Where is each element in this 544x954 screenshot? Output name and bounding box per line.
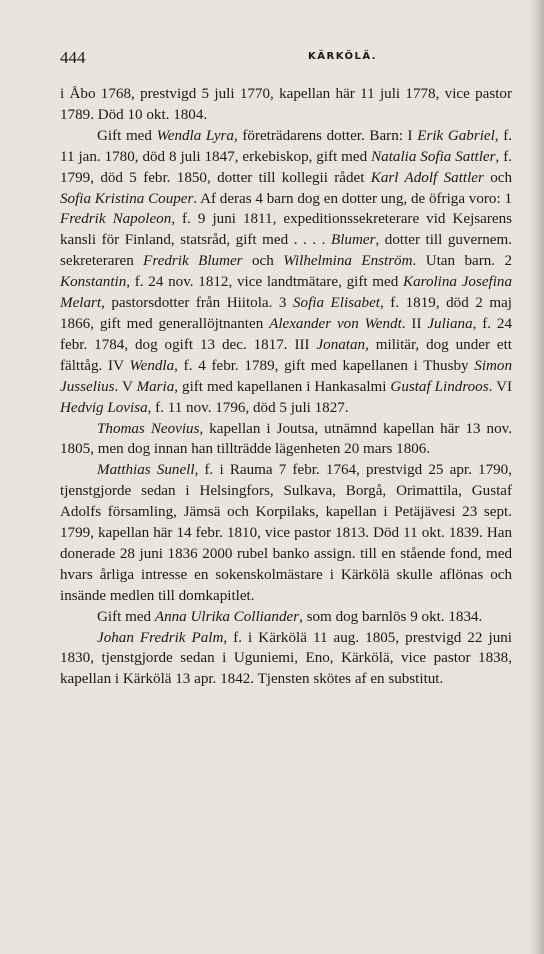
running-title: KÄRKÖLÄ.	[308, 51, 378, 62]
paragraph: Gift med Wendla Lyra, företrädarens dotter. Barn: I Erik Gabriel, f. 11 jan. 1780, död 8 juli 1847, erkebiskop, gift med Natalia Sofia Sattler, f. 1799, död 5 febr. 1850, dotter till kollegii rådet Karl Adolf Sattler och Sofia Kristina Couper. Af deras 4 barn dog en dotter ung, de öfriga voro: 1 Fredrik Napoleon, f. 9 juni 1811, expeditionssekreterare vid Kejsarens kansli för Finland, statsråd, gift med . . . . Blumer, dotter till guvernem. sekreteraren Fredrik Blumer och Wilhelmina Enström. Utan barn. 2 Konstantin, f. 24 nov. 1812, vice landtmätare, gift med Karolina Josefina Melart, pastorsdotter från Hiitola. 3 Sofia Elisabet, f. 1819, död 2 maj 1866, gift med generallöjtnanten Alexander von Wendt. II Juliana, f. 24 febr. 1784, dog ogift 13 dec. 1817. III Jonatan, militär, dog under ett fälttåg. IV Wendla, f. 4 febr. 1789, gift med kapellanen i Thusby Simon Jusselius. V Maria, gift med kapellanen i Hankasalmi Gustaf Lindroos. VI Hedvig Lovisa, f. 11 nov. 1796, död 5 juli 1827.	[60, 127, 513, 416]
body-text	[60, 84, 512, 690]
paragraph: Matthias Sunell, f. i Rauma 7 febr. 1764, prestvigd 25 apr. 1790, tjenstgjorde sedan i Helsingfors, Sulkava, Borgå, Orimattila, Gustaf Adolfs församling, Jämsä och Korpilaks, kapellan i Petäjävesi 23 sept. 1799, kapellan här 14 febr. 1810, vice pastor 1813. Död 11 okt. 1839. Han donerade 28 juni 1836 2000 rubel banko assign. till en stående fond, med hvars årliga intresse en sokenskolmästare i Kärkölä skulle aflönas och insände medlen till domkapitlet.	[60, 462, 512, 604]
paragraph: Gift med Anna Ulrika Colliander, som dog barnlös 9 okt. 1834.	[97, 608, 483, 625]
paragraph: Johan Fredrik Palm, f. i Kärkölä 11 aug. 1805, prestvigd 22 juni 1830, tjenstgjorde sedan i Uguniemi, Eno, Kärkölä, vice pastor 1838, kapellan i Kärkölä 13 apr. 1842. Tjensten skötes af en substitut.	[60, 629, 512, 688]
paragraph: Thomas Neovius, kapellan i Joutsa, utnämnd kapellan här 13 nov. 1805, men dog innan han tillträdde lägenheten 20 mars 1806.	[60, 420, 512, 458]
page-number: 444	[60, 48, 86, 67]
paragraph: i Åbo 1768, prestvigd 5 juli 1770, kapellan här 11 juli 1778, vice pastor 1789. Död 10 okt. 1804.	[60, 86, 512, 123]
page-edge-shadow	[528, 0, 544, 954]
page-header	[60, 48, 500, 68]
